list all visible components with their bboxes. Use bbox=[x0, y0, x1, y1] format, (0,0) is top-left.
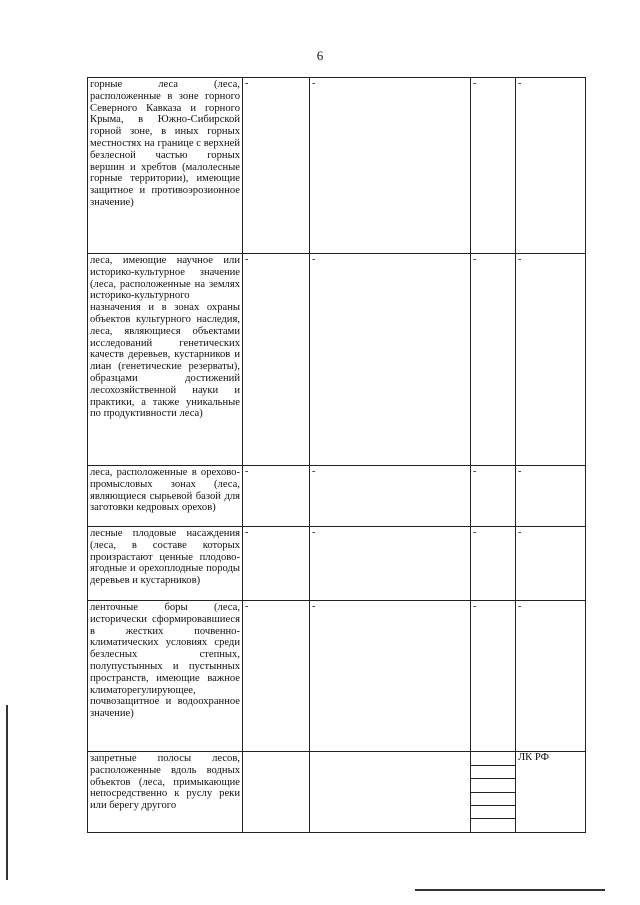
cell-col3: - bbox=[310, 254, 471, 466]
cell-col4: - bbox=[471, 78, 516, 254]
cell-col4-subgrid bbox=[471, 752, 516, 833]
table-row bbox=[88, 78, 586, 254]
cell-col3 bbox=[310, 752, 471, 833]
cell-col4: - bbox=[471, 254, 516, 466]
cell-col4: - bbox=[471, 527, 516, 601]
page-number: 6 bbox=[316, 48, 324, 63]
cell-col2 bbox=[243, 752, 310, 833]
row-description: горные леса (леса, расположенные в зоне горного Северного Кавказа и горного Крыма, в Южно-Сибирской горной зоне, в иных горных местностях на границе с верхней безлесной частью горных вершин и хребтов (малолесные горные территории), имеющие защитное и противоэрозионное значение) bbox=[88, 78, 243, 254]
forest-categories-table bbox=[87, 77, 586, 833]
cell-col5 bbox=[516, 752, 586, 833]
cell-col2: - bbox=[243, 78, 310, 254]
cell-col5: - bbox=[516, 527, 586, 601]
scan-edge-bottom bbox=[415, 889, 605, 891]
scan-edge-left bbox=[6, 705, 8, 880]
cell-col5: - bbox=[516, 78, 586, 254]
table-row bbox=[88, 601, 586, 752]
row-description: леса, расположенные в орехово-промысловых зонах (леса, являющиеся сырьевой базой для заготовки кедровых орехов) bbox=[88, 466, 243, 527]
legal-reference: ЛК РФ bbox=[518, 752, 549, 763]
cell-col3: - bbox=[310, 78, 471, 254]
table-row bbox=[88, 466, 586, 527]
table-row bbox=[88, 527, 586, 601]
cell-col2: - bbox=[243, 601, 310, 752]
row-description: ленточные боры (леса, исторически сформировавшиеся в жестких почвенно-климатических условиях среди безлесных степных, полупустынных и пустынных пространств, имеющие важное климаторегулирующее, почвозащитное и водоохранное значение) bbox=[88, 601, 243, 752]
cell-col5: - bbox=[516, 254, 586, 466]
cell-col2: - bbox=[243, 527, 310, 601]
cell-col5: - bbox=[516, 466, 586, 527]
cell-col5: - bbox=[516, 601, 586, 752]
cell-col4: - bbox=[471, 601, 516, 752]
cell-col3: - bbox=[310, 601, 471, 752]
table-row bbox=[88, 752, 586, 833]
table-row bbox=[88, 254, 586, 466]
cell-col2: - bbox=[243, 254, 310, 466]
cell-col4: - bbox=[471, 466, 516, 527]
row-description: леса, имеющие научное или историко-культурное значение (леса, расположенные на землях историко-культурного назначения и в зонах охраны объектов культурного наследия, леса, являющиеся объектами исследований генетических качеств деревьев, кустарников и лиан (генетические резерваты), образцами достижений лесохозяйственной науки и практики, а также уникальные по продуктивности леса) bbox=[88, 254, 243, 466]
subgrid-lines bbox=[471, 752, 515, 832]
cell-col3: - bbox=[310, 527, 471, 601]
row-description: запретные полосы лесов, расположенные вдоль водных объектов (леса, примыкающие непосредственно к руслу реки или берегу другого bbox=[88, 752, 243, 833]
cell-col2: - bbox=[243, 466, 310, 527]
cell-col3: - bbox=[310, 466, 471, 527]
row-description: лесные плодовые насаждения (леса, в составе которых произрастают ценные плодово-ягодные и орехоплодные породы деревьев и кустарников) bbox=[88, 527, 243, 601]
